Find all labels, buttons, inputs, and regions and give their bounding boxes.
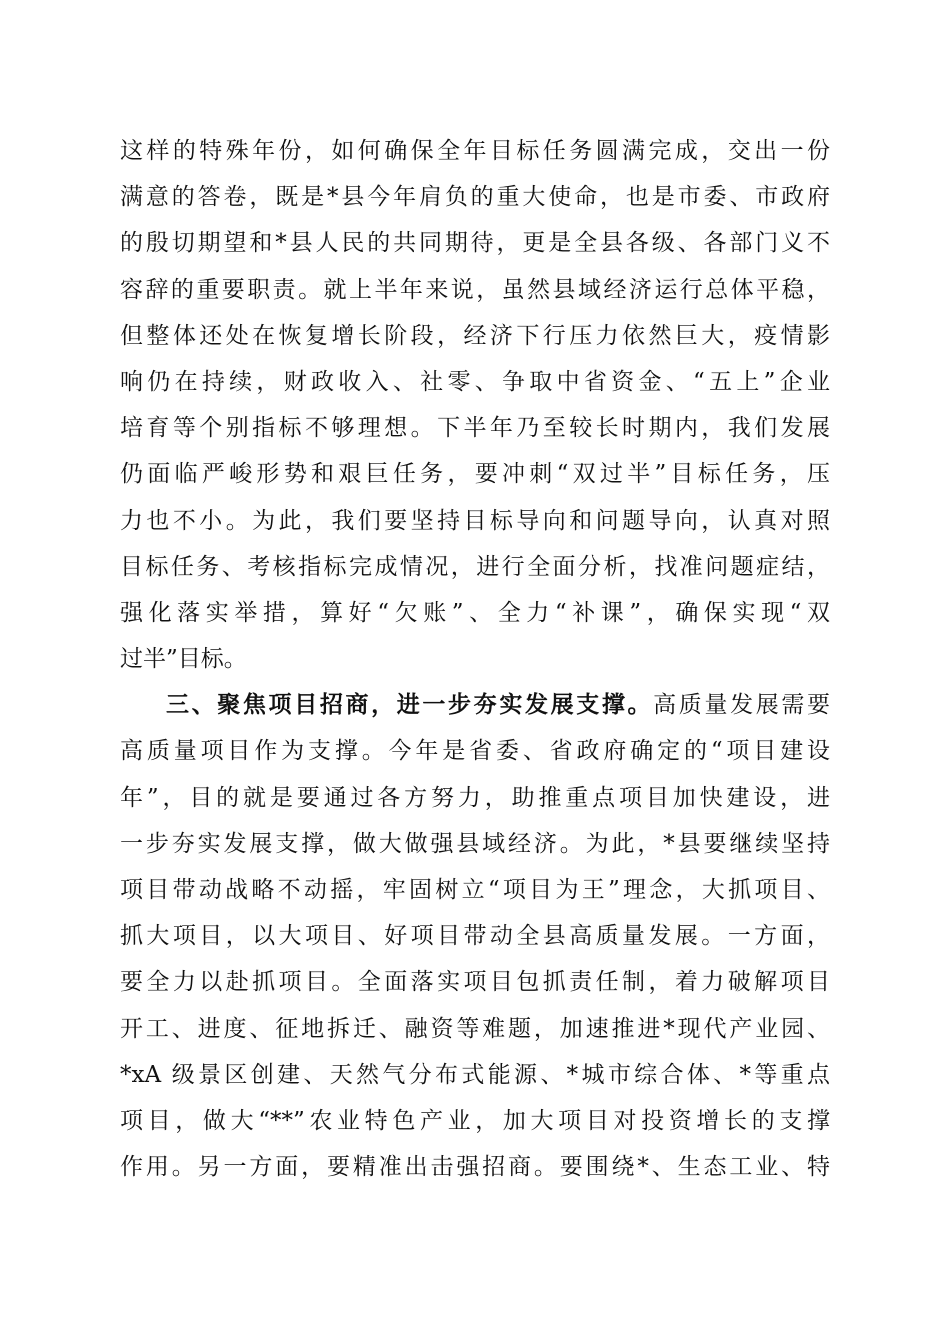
document-body bbox=[120, 128, 830, 1190]
text-line: 开工、进度、征地拆迁、融资等难题，加速推进*现代产业园、 bbox=[120, 1015, 830, 1042]
text-line: 年”，目的就是要通过各方努力，助推重点项目加快建设，进 bbox=[120, 784, 830, 811]
text-line: 满意的答卷，既是*县今年肩负的重大使命，也是市委、市政府 bbox=[120, 184, 830, 211]
paragraph-1 bbox=[120, 128, 830, 682]
text-line: 一步夯实发展支撑，做大做强县域经济。为此，*县要继续坚持 bbox=[120, 830, 830, 857]
text-line: 抓大项目，以大项目、好项目带动全县高质量发展。一方面， bbox=[120, 923, 830, 950]
text-line: 项目带动战略不动摇，牢固树立“项目为王”理念，大抓项目、 bbox=[120, 877, 830, 903]
text-line: 高质量项目作为支撑。今年是省委、省政府确定的“项目建设 bbox=[120, 738, 830, 765]
text-line: 项目，做大“**”农业特色产业，加大项目对投资增长的支撑 bbox=[120, 1107, 830, 1134]
text-line: 力也不小。为此，我们要坚持目标导向和问题导向，认真对照 bbox=[120, 507, 830, 534]
section-3-first-line bbox=[120, 682, 830, 728]
text-line-last: 过半”目标。 bbox=[120, 646, 247, 673]
text-line: 的殷切期望和*县人民的共同期待，更是全县各级、各部门义不 bbox=[120, 230, 830, 257]
section-3-heading-rest: 高质量发展需要 bbox=[653, 692, 831, 719]
text-line: 目标任务、考核指标完成情况，进行全面分析，找准问题症结， bbox=[120, 553, 830, 580]
text-line: *xA 级景区创建、天然气分布式能源、*城市综合体、*等重点 bbox=[120, 1061, 830, 1088]
text-line: 培育等个别指标不够理想。下半年乃至较长时期内，我们发展 bbox=[120, 415, 830, 442]
text-line: 作用。另一方面，要精准出击强招商。要围绕*、生态工业、特 bbox=[120, 1154, 830, 1181]
text-line: 仍面临严峻形势和艰巨任务，要冲刺“双过半”目标任务，压 bbox=[120, 461, 830, 488]
text-line: 要全力以赴抓项目。全面落实项目包抓责任制，着力破解项目 bbox=[120, 969, 830, 996]
section-3 bbox=[120, 682, 830, 1190]
text-line: 强化落实举措，算好“欠账”、全力“补课”，确保实现“双 bbox=[120, 599, 830, 626]
section-3-heading: 三、聚焦项目招商，进一步夯实发展支撑。 bbox=[166, 691, 654, 719]
text-line: 这样的特殊年份，如何确保全年目标任务圆满完成，交出一份 bbox=[120, 138, 830, 164]
text-line: 响仍在持续，财政收入、社零、争取中省资金、“五上”企业 bbox=[120, 368, 830, 395]
text-line: 容辞的重要职责。就上半年来说，虽然县域经济运行总体平稳， bbox=[120, 276, 830, 303]
text-line: 但整体还处在恢复增长阶段，经济下行压力依然巨大，疫情影 bbox=[120, 322, 830, 349]
